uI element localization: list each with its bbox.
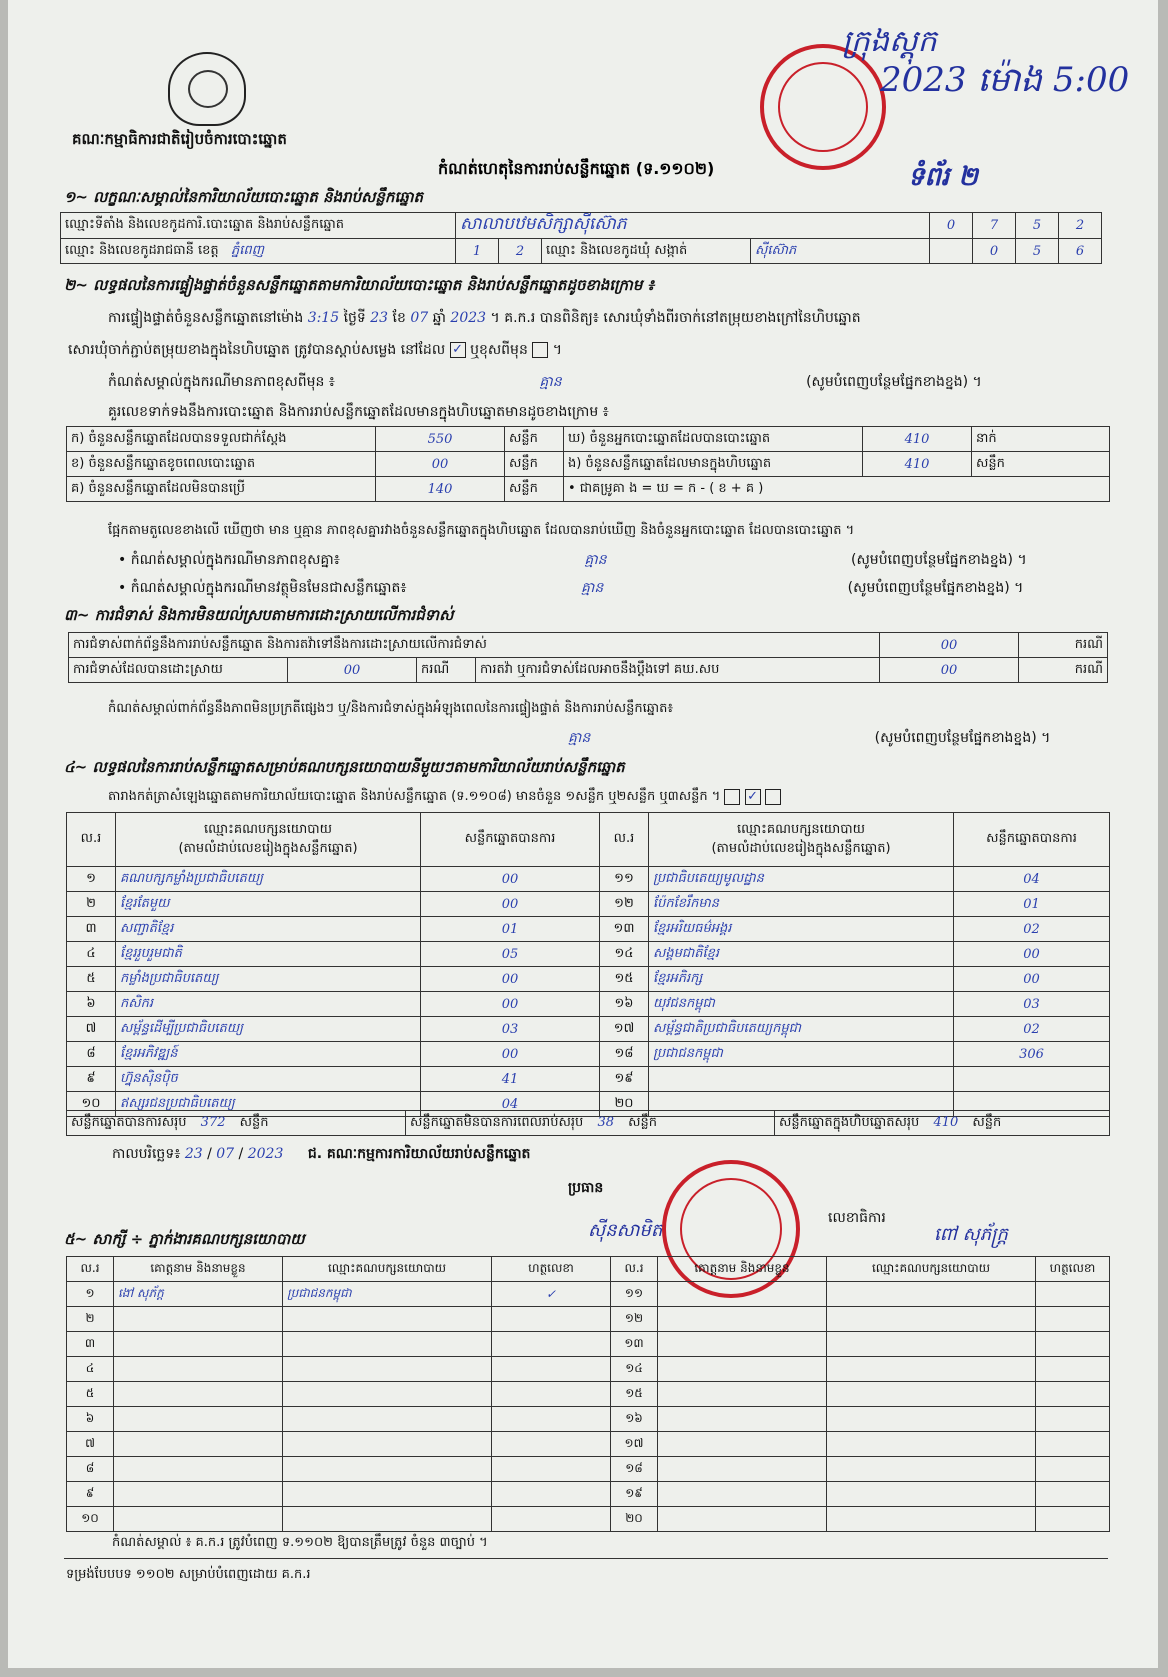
section4-sub bbox=[108, 788, 781, 807]
count-row bbox=[67, 427, 1110, 452]
results-party: យុវជនកម្ពុជា bbox=[649, 992, 954, 1017]
count-unit: សន្លឹក bbox=[505, 452, 564, 477]
witness-no: ៨ bbox=[67, 1457, 114, 1482]
verify-time: 3:15 bbox=[307, 310, 340, 326]
fill-more-hint: (សូមបំពេញបន្ថែមផ្នែកខាងខ្នង) ។ bbox=[847, 580, 1024, 596]
results-votes: 04 bbox=[421, 1092, 600, 1117]
org-name: គណៈកម្មាធិការជាតិរៀបចំការបោះឆ្នោត bbox=[72, 130, 287, 148]
count-row bbox=[67, 477, 1110, 502]
section4-sub-text: តារាងកត់ត្រាសំឡេងឆ្នោតតាមការិយាល័យបោះឆ្នោត និងរាប់សន្លឹកឆ្នោត (ទ.១១០៨) មានចំនួន ១សន្លឹក ឬ២សន្លឹក ឬ៣សន្លឹក ។ bbox=[108, 789, 721, 804]
count-row bbox=[67, 452, 1110, 477]
witness-sign bbox=[1036, 1357, 1110, 1382]
total-unit: សន្លឹក bbox=[239, 1114, 269, 1130]
sheet2-checkbox[interactable]: ✓ bbox=[745, 789, 761, 805]
witness-party bbox=[827, 1332, 1036, 1357]
witness-party bbox=[827, 1432, 1036, 1457]
results-no: ៤ bbox=[67, 942, 116, 967]
witness-sign bbox=[1036, 1332, 1110, 1357]
witness-row bbox=[67, 1457, 1110, 1482]
count-label: ក) ចំនួនសន្លឹកឆ្នោតដែលបានទទួលជាក់ស្តែង bbox=[67, 427, 376, 452]
results-votes: 01 bbox=[954, 892, 1110, 917]
results-party: ឥស្សរជនប្រជាធិបតេយ្យ bbox=[116, 1092, 421, 1117]
witness-row bbox=[67, 1507, 1110, 1532]
witness-row bbox=[67, 1332, 1110, 1357]
fill-more-hint: (សូមបំពេញបន្ថែមផ្នែកខាងខ្នង) ។ bbox=[806, 374, 982, 390]
chair-label: ប្រធាន bbox=[568, 1180, 604, 1196]
witness-name bbox=[658, 1407, 827, 1432]
station-table bbox=[60, 212, 1102, 264]
date-month: 07 bbox=[216, 1146, 235, 1162]
results-votes: 04 bbox=[954, 867, 1110, 892]
witness-name bbox=[658, 1482, 827, 1507]
resolved-value: 00 bbox=[288, 658, 417, 683]
count-label: ង) ចំនួនសន្លឹកឆ្នោតដែលមានក្នុងហិបឆ្នោត bbox=[564, 452, 863, 477]
witness-sign bbox=[1036, 1457, 1110, 1482]
date-label: កាលបរិច្ឆេទ៖ bbox=[112, 1146, 181, 1162]
station-code-digit: 2 bbox=[1059, 213, 1102, 239]
witness-col-sign: ហត្ថលេខា bbox=[1036, 1257, 1110, 1282]
committee-label: ជ. គណៈកម្មការការិយាល័យរាប់សន្លឹកឆ្នោត bbox=[307, 1146, 531, 1162]
witness-sign bbox=[1036, 1307, 1110, 1332]
results-row bbox=[67, 1042, 1110, 1067]
witness-name bbox=[114, 1482, 283, 1507]
results-table bbox=[66, 812, 1110, 1117]
results-no: ២០ bbox=[600, 1092, 649, 1117]
witness-no: ១៣ bbox=[611, 1332, 658, 1357]
witness-party bbox=[283, 1307, 492, 1332]
form-sheet bbox=[8, 0, 1158, 1668]
witness-no: ១០ bbox=[67, 1507, 114, 1532]
verify-text: ការផ្ទៀងផ្ទាត់ចំនួនសន្លឹកឆ្នោតនៅម៉ោង bbox=[108, 310, 304, 326]
bullet2-label: • កំណត់សម្គាល់ក្នុងករណីមានវត្ថុមិនមែនជាសន្លឹកឆ្នោត៖ bbox=[118, 580, 407, 596]
fill-more-hint: (សូមបំពេញបន្ថែមផ្នែកខាងខ្នង) ។ bbox=[874, 730, 1051, 746]
sheet3-checkbox[interactable] bbox=[765, 789, 781, 805]
witness-col-name: គោត្តនាម និងនាមខ្លួន bbox=[658, 1257, 827, 1282]
verify-text: ខែ bbox=[392, 310, 406, 326]
witness-name bbox=[114, 1332, 283, 1357]
station-code-digit: 5 bbox=[1016, 213, 1059, 239]
count-value: 410 bbox=[863, 427, 972, 452]
witness-name bbox=[114, 1457, 283, 1482]
witness-party bbox=[283, 1507, 492, 1532]
district-label: ឈ្មោះ និងលេខកូដរាជធានី ខេត្ត bbox=[65, 242, 219, 258]
results-party: សម្ព័ន្ធដើម្បីប្រជាធិបតេយ្យ bbox=[116, 1017, 421, 1042]
witness-sign bbox=[492, 1357, 611, 1382]
results-row bbox=[67, 1067, 1110, 1092]
witness-party bbox=[283, 1332, 492, 1357]
results-votes: 41 bbox=[421, 1067, 600, 1092]
verify-text: ។ គ.ក.រ បានពិនិត្យ៖ សោរឃុំទាំងពីរចាក់នៅតម្រុយខាងក្រៅនៃហិបឆ្នោត bbox=[490, 310, 861, 326]
date-line: កាលបរិច្ឆេទ៖ 23 / 07 / 2023 ជ. គណៈកម្មការការិយាល័យរាប់សន្លឹកឆ្នោត bbox=[112, 1146, 531, 1162]
results-row bbox=[67, 967, 1110, 992]
witness-no: ១១ bbox=[611, 1282, 658, 1307]
witness-party bbox=[283, 1432, 492, 1457]
witness-party bbox=[283, 1382, 492, 1407]
commune-label: ឈ្មោះ និងលេខកូដឃុំ សង្កាត់ bbox=[542, 239, 751, 264]
results-no: ១៣ bbox=[600, 917, 649, 942]
results-party: ប្រជាធិបតេយ្យមូលដ្ឋាន bbox=[649, 867, 954, 892]
results-party: ប្រជាជនកម្ពុជា bbox=[649, 1042, 954, 1067]
col-party-title: ឈ្មោះគណបក្សនយោបាយ bbox=[737, 821, 865, 837]
results-no: ៣ bbox=[67, 917, 116, 942]
witness-party bbox=[827, 1282, 1036, 1307]
witness-row bbox=[67, 1432, 1110, 1457]
count-label: ឃ) ចំនួនអ្នកបោះឆ្នោតដែលបានបោះឆ្នោត bbox=[564, 427, 863, 452]
bullet2 bbox=[118, 578, 1023, 599]
witness-party bbox=[827, 1457, 1036, 1482]
col-party-sub: (តាមលំដាប់លេខរៀងក្នុងសន្លឹកឆ្នោត) bbox=[178, 840, 358, 856]
results-party: គណបក្សកម្លាំងប្រជាធិបតេយ្យ bbox=[116, 867, 421, 892]
form-footer: ទម្រង់បែបបទ ១១០២ សម្រាប់បំពេញដោយ គ.ក.រ bbox=[66, 1567, 311, 1582]
results-party: កម្លាំងប្រជាធិបតេយ្យ bbox=[116, 967, 421, 992]
witness-party: ប្រជាជនកម្ពុជា bbox=[283, 1282, 492, 1307]
note-line bbox=[108, 372, 982, 393]
witness-name bbox=[658, 1307, 827, 1332]
col-votes: សន្លឹកឆ្នោតបានការ bbox=[421, 813, 600, 867]
witness-sign bbox=[1036, 1382, 1110, 1407]
page-mark: ទំព័រ ២ bbox=[908, 162, 978, 192]
note-label: កំណត់សម្គាល់ក្នុងករណីមានភាពខុសពីមុន ៖ bbox=[108, 374, 335, 390]
witness-party bbox=[827, 1307, 1036, 1332]
district-value: ភ្នំពេញ bbox=[231, 242, 265, 258]
witness-no: ១ bbox=[67, 1282, 114, 1307]
form-note: កំណត់សម្គាល់ ៖ គ.ក.រ ត្រូវបំពេញ ទ.១១០២ ឱ្យបានត្រឹមត្រូវ ចំនួន ៣ច្បាប់ ។ bbox=[112, 1535, 488, 1550]
total-valid-label: សន្លឹកឆ្នោតបានការសរុប bbox=[71, 1114, 187, 1130]
station-label: ឈ្មោះទីតាំង និងលេខកូដការិ.បោះឆ្នោត និងរាប់សន្លឹកឆ្នោត bbox=[61, 213, 456, 239]
note-value: គ្មាន bbox=[539, 374, 562, 390]
witness-party bbox=[827, 1482, 1036, 1507]
results-votes: 00 bbox=[421, 992, 600, 1017]
witness-name bbox=[114, 1507, 283, 1532]
witness-no: ១៩ bbox=[611, 1482, 658, 1507]
verify-text: ឬខុសពីមុន bbox=[470, 342, 528, 358]
witness-sign bbox=[492, 1432, 611, 1457]
witness-sign bbox=[492, 1382, 611, 1407]
witness-row bbox=[67, 1382, 1110, 1407]
results-party: ខ្មែរអរិយធម៌អង្គរ bbox=[649, 917, 954, 942]
verify-text: សោរឃុំចាក់ភ្ជាប់តម្រុយខាងក្នុងនៃហិបឆ្នោត ត្រូវបានស្តាប់សម្លេង នៅដែល bbox=[68, 342, 446, 358]
appeal-value: 00 bbox=[880, 658, 1019, 683]
results-no: ១៦ bbox=[600, 992, 649, 1017]
diff-line: ផ្អែកតាមតួលេខខាងលើ ឃើញថា មាន ឬគ្មាន ភាពខុសគ្នារវាងចំនួនសន្លឹកឆ្នោតក្នុងហិបឆ្នោត ដែលបានរាប់ឃើញ និងចំនួនអ្នកបោះឆ្នោត ដែលបានបោះឆ្នោត ។ bbox=[108, 523, 855, 538]
bullet1 bbox=[118, 550, 1027, 571]
results-row bbox=[67, 867, 1110, 892]
results-no: ១៥ bbox=[600, 967, 649, 992]
handwritten-location: ក្រុងស្តុក bbox=[842, 24, 937, 59]
results-no: ៥ bbox=[67, 967, 116, 992]
total-box-value: 410 bbox=[933, 1114, 959, 1130]
station-code-digit: 0 bbox=[930, 213, 973, 239]
results-votes: 05 bbox=[421, 942, 600, 967]
witness-no: ១៧ bbox=[611, 1432, 658, 1457]
total-invalid-value: 38 bbox=[597, 1114, 614, 1130]
witness-sign bbox=[492, 1407, 611, 1432]
witness-no: ៣ bbox=[67, 1332, 114, 1357]
appeal-label: ការតវ៉ា ឬការជំទាស់ដែលអាចនឹងប្តឹងទៅ គឃ.សប bbox=[476, 658, 880, 683]
total-unit: សន្លឹក bbox=[628, 1114, 658, 1130]
witness-party bbox=[827, 1507, 1036, 1532]
results-votes: 03 bbox=[954, 992, 1110, 1017]
witness-sign bbox=[492, 1332, 611, 1357]
witness-sign bbox=[1036, 1407, 1110, 1432]
witness-name bbox=[658, 1332, 827, 1357]
col-party bbox=[116, 813, 421, 867]
witness-name: ងៅ សុភ័ក្ត bbox=[114, 1282, 283, 1307]
witness-name bbox=[658, 1432, 827, 1457]
results-no: ១១ bbox=[600, 867, 649, 892]
commune-code-digit: 5 bbox=[1016, 239, 1059, 264]
verify-line1 bbox=[108, 308, 861, 329]
results-party: ហ្វ៊ុនស៊ិនប៉ិច bbox=[116, 1067, 421, 1092]
handwritten-datetime: 2023 ម៉ោង 5:00 bbox=[880, 60, 1130, 100]
results-no: ១០ bbox=[67, 1092, 116, 1117]
results-no: ១៩ bbox=[600, 1067, 649, 1092]
results-row bbox=[67, 1017, 1110, 1042]
results-party: សញ្ជាតិខ្មែរ bbox=[116, 917, 421, 942]
count-label: ខ) ចំនួនសន្លឹកឆ្នោតខូចពេលបោះឆ្នោត bbox=[67, 452, 376, 477]
col-votes: សន្លឹកឆ្នោតបានការ bbox=[954, 813, 1110, 867]
district-code-digit: 2 bbox=[499, 239, 542, 264]
footer-divider bbox=[64, 1558, 1108, 1559]
witness-name bbox=[658, 1357, 827, 1382]
results-row bbox=[67, 917, 1110, 942]
witness-row bbox=[67, 1282, 1110, 1307]
results-no: ១៨ bbox=[600, 1042, 649, 1067]
count-value: 410 bbox=[863, 452, 972, 477]
results-no: ១ bbox=[67, 867, 116, 892]
count-value: 550 bbox=[376, 427, 505, 452]
bullet1-label: • កំណត់សម្គាល់ក្នុងករណីមានភាពខុសគ្នា៖ bbox=[118, 552, 340, 568]
counts-intro: គួរលេខទាក់ទងនឹងការបោះឆ្នោត និងការរាប់សន្លឹកឆ្នោតដែលមានក្នុងហិបឆ្នោតមានដូចខាងក្រោម ៖ bbox=[108, 404, 609, 420]
witness-row bbox=[67, 1307, 1110, 1332]
witness-sign bbox=[1036, 1482, 1110, 1507]
results-votes: 01 bbox=[421, 917, 600, 942]
irregularity-value: គ្មាន bbox=[568, 730, 591, 746]
results-votes: 02 bbox=[954, 917, 1110, 942]
results-votes: 306 bbox=[954, 1042, 1110, 1067]
witness-col-no: ល.រ bbox=[67, 1257, 114, 1282]
results-no: ២ bbox=[67, 892, 116, 917]
witness-name bbox=[114, 1307, 283, 1332]
witness-name bbox=[114, 1382, 283, 1407]
results-no: ១៤ bbox=[600, 942, 649, 967]
witness-party bbox=[283, 1457, 492, 1482]
witness-col-party: ឈ្មោះគណបក្សនយោបាយ bbox=[827, 1257, 1036, 1282]
witness-no: ២ bbox=[67, 1307, 114, 1332]
section4-heading: ៤~ លទ្ធផលនៃការរាប់សន្លឹកឆ្នោតសម្រាប់គណបក្សនយោបាយនីមួយៗតាមការិយាល័យរាប់សន្លឹកឆ្នោត bbox=[64, 758, 625, 776]
witness-col-sign: ហត្ថលេខា bbox=[492, 1257, 611, 1282]
station-value: សាលាបឋមសិក្សាស៊ីស៊ោភ bbox=[456, 213, 930, 239]
witness-sign bbox=[1036, 1282, 1110, 1307]
witness-party bbox=[827, 1407, 1036, 1432]
results-votes: 00 bbox=[421, 892, 600, 917]
witness-party bbox=[283, 1357, 492, 1382]
results-party: ខ្មែរអភិវឌ្ឍន៍ bbox=[116, 1042, 421, 1067]
section5-heading: ៥~ សាក្សី ÷ ភ្នាក់ងារគណបក្សនយោបាយ bbox=[64, 1230, 305, 1248]
col-no: ល.រ bbox=[67, 813, 116, 867]
witness-row bbox=[67, 1357, 1110, 1382]
witness-name bbox=[658, 1282, 827, 1307]
counts-table bbox=[66, 426, 1110, 502]
witness-party bbox=[283, 1482, 492, 1507]
col-party-title: ឈ្មោះគណបក្សនយោបាយ bbox=[204, 821, 332, 837]
station-code-digit: 7 bbox=[973, 213, 1016, 239]
objection-unit: ករណី bbox=[1019, 633, 1108, 658]
results-votes: 00 bbox=[421, 867, 600, 892]
results-row bbox=[67, 992, 1110, 1017]
commune-value: ស៊ីស៊ោភ bbox=[751, 239, 930, 264]
count-label: គ) ចំនួនសន្លឹកឆ្នោតដែលមិនបានប្រើ bbox=[67, 477, 376, 502]
results-party: កសិករ bbox=[116, 992, 421, 1017]
witness-name bbox=[658, 1382, 827, 1407]
witness-no: ១៦ bbox=[611, 1407, 658, 1432]
results-no: ១២ bbox=[600, 892, 649, 917]
results-row bbox=[67, 892, 1110, 917]
total-box-label: សន្លឹកឆ្នោតក្នុងហិបឆ្នោតសរុប bbox=[779, 1114, 920, 1130]
results-votes: 00 bbox=[954, 967, 1110, 992]
witness-no: ១៨ bbox=[611, 1457, 658, 1482]
section1-heading: ១~ លក្ខណៈសម្គាល់នៃការិយាល័យបោះឆ្នោត និងរាប់សន្លឹកឆ្នោត bbox=[64, 188, 424, 206]
witness-no: ៩ bbox=[67, 1482, 114, 1507]
results-votes: 00 bbox=[421, 967, 600, 992]
witness-no: ៥ bbox=[67, 1382, 114, 1407]
count-value: 140 bbox=[376, 477, 505, 502]
secretary-signature: ពៅ សុភ័ក្ត្រ bbox=[934, 1224, 1008, 1245]
verify-day: 23 bbox=[370, 310, 389, 326]
witness-table bbox=[66, 1256, 1110, 1532]
witness-no: ៤ bbox=[67, 1357, 114, 1382]
witness-row bbox=[67, 1482, 1110, 1507]
secretary-label: លេខាធិការ bbox=[828, 1210, 886, 1226]
sheet1-checkbox[interactable] bbox=[724, 789, 740, 805]
results-no: ៦ bbox=[67, 992, 116, 1017]
witness-party bbox=[283, 1407, 492, 1432]
bullet1-value: គ្មាន bbox=[584, 552, 607, 568]
col-party-sub: (តាមលំដាប់លេខរៀងក្នុងសន្លឹកឆ្នោត) bbox=[711, 840, 891, 856]
witness-row bbox=[67, 1407, 1110, 1432]
witness-no: ១២ bbox=[611, 1307, 658, 1332]
results-no: ៩ bbox=[67, 1067, 116, 1092]
results-votes: 00 bbox=[421, 1042, 600, 1067]
results-row bbox=[67, 942, 1110, 967]
section2-heading: ២~ លទ្ធផលនៃការផ្ទៀងផ្ទាត់ចំនួនសន្លឹកឆ្នោតតាមការិយាល័យបោះឆ្នោត និងរាប់សន្លឹកឆ្នោតដូចខាងក្រោម ៖ bbox=[64, 276, 655, 294]
witness-sign bbox=[492, 1482, 611, 1507]
witness-name bbox=[114, 1357, 283, 1382]
formula: • ជាគម្រូគា ង = ឃ = ក - ( ខ + គ ) bbox=[564, 477, 1110, 502]
results-party: ខ្មែរតែមួយ bbox=[116, 892, 421, 917]
results-votes bbox=[954, 1067, 1110, 1092]
witness-no: ១៥ bbox=[611, 1382, 658, 1407]
witness-sign bbox=[492, 1307, 611, 1332]
totals-table bbox=[66, 1110, 1110, 1136]
fill-more-hint: (សូមបំពេញបន្ថែមផ្នែកខាងខ្នង) ។ bbox=[851, 552, 1027, 568]
total-invalid-label: សន្លឹកឆ្នោតមិនបានការពេលរាប់សរុប bbox=[410, 1114, 584, 1130]
commune-code-digit: 6 bbox=[1059, 239, 1102, 264]
different-checkbox[interactable] bbox=[532, 342, 548, 358]
appeal-unit: ករណី bbox=[1019, 658, 1108, 683]
witness-col-name: គោត្តនាម និងនាមខ្លួន bbox=[114, 1257, 283, 1282]
results-party: សង្គមជាតិខ្មែរ bbox=[649, 942, 954, 967]
results-no: ៧ bbox=[67, 1017, 116, 1042]
results-party bbox=[649, 1067, 954, 1092]
objection-label: ការជំទាស់ពាក់ព័ន្ធនឹងការរាប់សន្លឹកឆ្នោត និងការតវ៉ាទៅនឹងការដោះស្រាយលើការជំទាស់ bbox=[69, 633, 880, 658]
count-value: 00 bbox=[376, 452, 505, 477]
results-votes: 03 bbox=[421, 1017, 600, 1042]
col-no: ល.រ bbox=[600, 813, 649, 867]
results-party: ខ្មែរអភិរក្ស bbox=[649, 967, 954, 992]
date-year: 2023 bbox=[247, 1146, 284, 1162]
results-party: សម្ព័ន្ធជាតិប្រជាធិបតេយ្យកម្ពុជា bbox=[649, 1017, 954, 1042]
nec-emblem-icon bbox=[168, 52, 246, 126]
district-code-digit: 1 bbox=[456, 239, 499, 264]
count-unit: សន្លឹក bbox=[505, 427, 564, 452]
witness-sign bbox=[1036, 1432, 1110, 1457]
objection-value: 00 bbox=[880, 633, 1019, 658]
witness-col-no: ល.រ bbox=[611, 1257, 658, 1282]
witness-col-party: ឈ្មោះគណបក្សនយោបាយ bbox=[283, 1257, 492, 1282]
results-party: ប៉ែកខែរឹកមាន bbox=[649, 892, 954, 917]
witness-sign bbox=[492, 1457, 611, 1482]
witness-name bbox=[658, 1457, 827, 1482]
chair-signature: ស៊ីនសាមិត bbox=[588, 1220, 663, 1241]
total-unit: សន្លឹក bbox=[972, 1114, 1002, 1130]
section3-heading: ៣~ ការជំទាស់ និងការមិនយល់ស្របតាមការដោះស្រាយលើការជំទាស់ bbox=[64, 606, 454, 624]
irregularity-label: កំណត់សម្គាល់ពាក់ព័ន្ធនឹងភាពមិនប្រក្រតីផ្សេងៗ ឬ/និងការជំទាស់ក្នុងអំឡុងពេលនៃការផ្ទៀងផ្ទាត់ និងការរាប់សន្លឹកឆ្នោត៖ bbox=[108, 701, 674, 716]
results-no: ៨ bbox=[67, 1042, 116, 1067]
witness-no: ៧ bbox=[67, 1432, 114, 1457]
verify-text: ឆ្នាំ bbox=[432, 310, 446, 326]
count-unit: សន្លឹក bbox=[505, 477, 564, 502]
objections-table bbox=[68, 632, 1108, 683]
resolved-label: ការជំទាស់ដែលបានដោះស្រាយ bbox=[69, 658, 288, 683]
results-votes: 00 bbox=[954, 942, 1110, 967]
witness-no: ១៤ bbox=[611, 1357, 658, 1382]
date-day: 23 bbox=[184, 1146, 203, 1162]
witness-sign: ✓ bbox=[492, 1282, 611, 1307]
results-party: ខ្មែររួបរួមជាតិ bbox=[116, 942, 421, 967]
witness-party bbox=[827, 1382, 1036, 1407]
witness-no: ៦ bbox=[67, 1407, 114, 1432]
witness-name bbox=[114, 1432, 283, 1457]
verify-year: 2023 bbox=[450, 310, 487, 326]
form-title: កំណត់ហេតុនៃការរាប់សន្លឹកឆ្នោត (ទ.១១០២) bbox=[438, 159, 715, 178]
results-no: ១៧ bbox=[600, 1017, 649, 1042]
count-unit: សន្លឹក bbox=[972, 452, 1110, 477]
verify-line2: សោរឃុំចាក់ភ្ជាប់តម្រុយខាងក្នុងនៃហិបឆ្នោត ត្រូវបានស្តាប់សម្លេង នៅដែល ✓ ឬខុសពីមុន ។ bbox=[68, 342, 562, 358]
witness-name bbox=[658, 1507, 827, 1532]
count-unit: នាក់ bbox=[972, 427, 1110, 452]
verify-text: ថ្ងៃទី bbox=[343, 310, 366, 326]
col-party bbox=[649, 813, 954, 867]
witness-name bbox=[114, 1407, 283, 1432]
witness-sign bbox=[1036, 1507, 1110, 1532]
irregularity-line bbox=[68, 728, 1050, 749]
witness-sign bbox=[492, 1507, 611, 1532]
commune-code-digit: 0 bbox=[973, 239, 1016, 264]
results-votes: 02 bbox=[954, 1017, 1110, 1042]
resolved-unit: ករណី bbox=[417, 658, 476, 683]
same-checkbox[interactable]: ✓ bbox=[450, 342, 466, 358]
witness-party bbox=[827, 1357, 1036, 1382]
witness-no: ២០ bbox=[611, 1507, 658, 1532]
total-valid-value: 372 bbox=[200, 1114, 226, 1130]
bullet2-value: គ្មាន bbox=[581, 580, 604, 596]
verify-month: 07 bbox=[410, 310, 429, 326]
